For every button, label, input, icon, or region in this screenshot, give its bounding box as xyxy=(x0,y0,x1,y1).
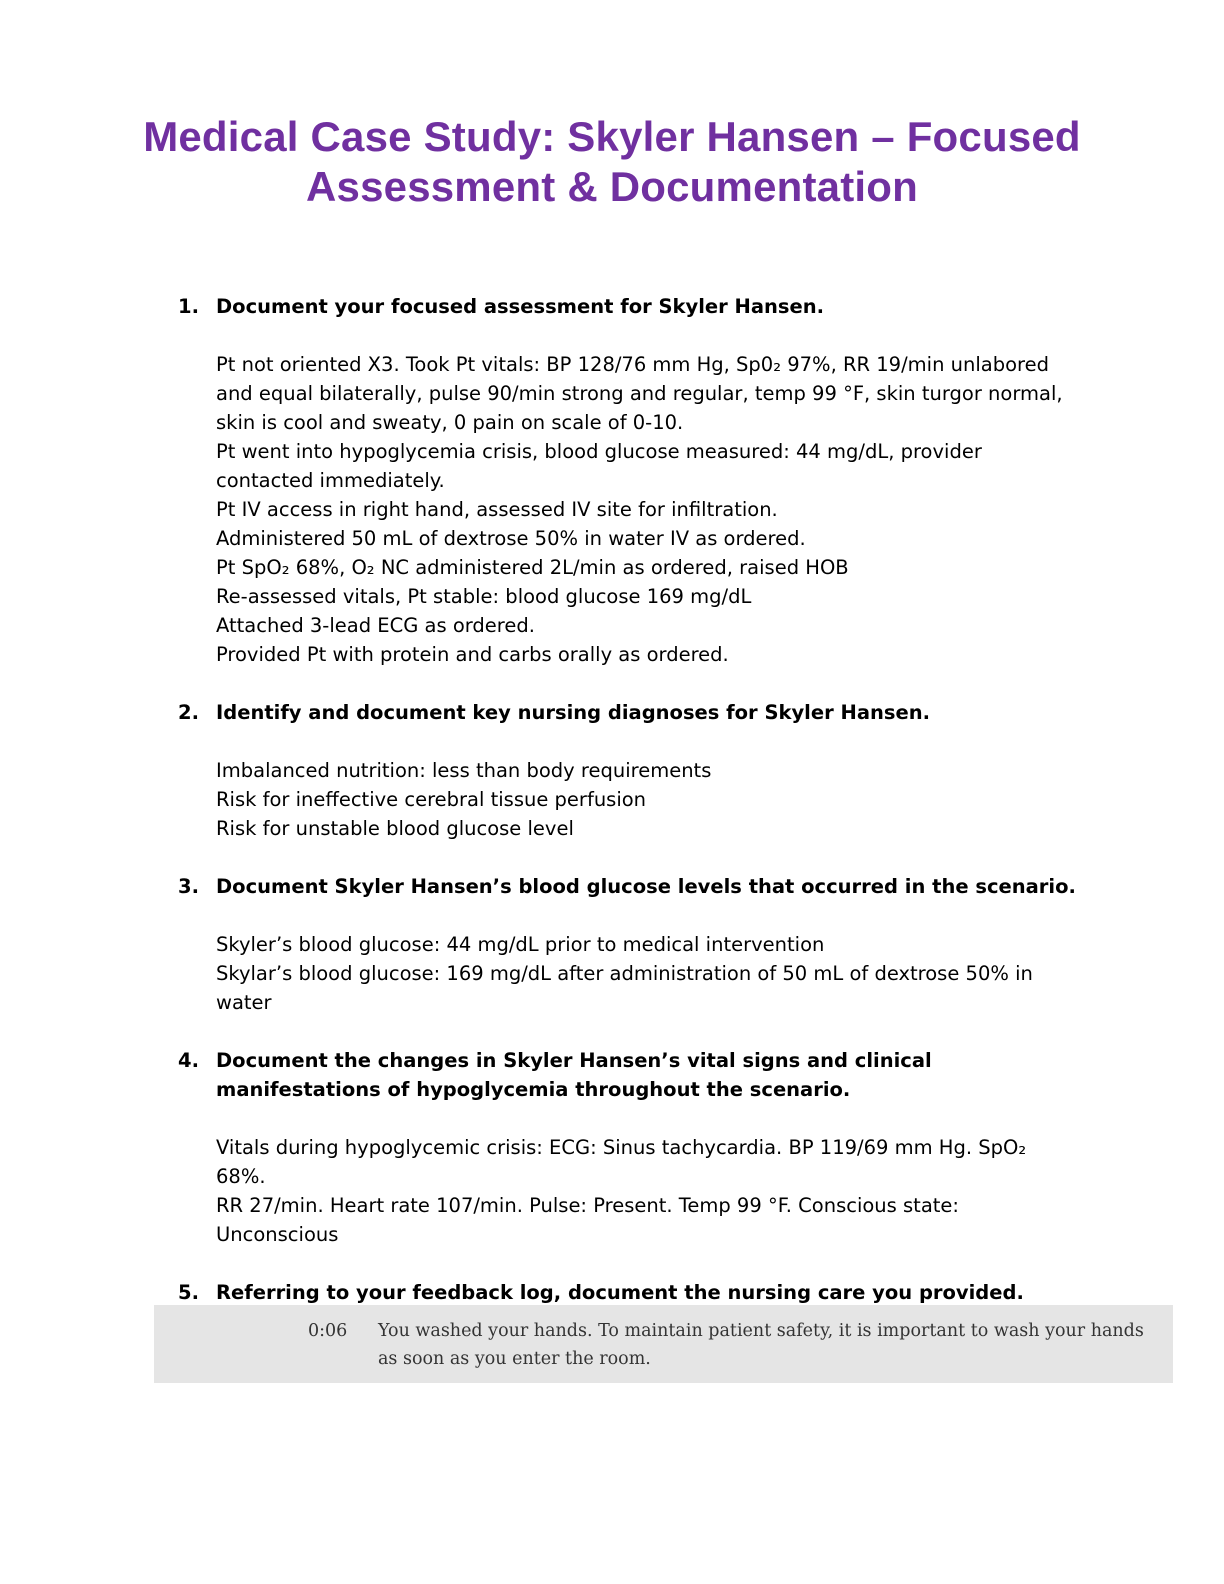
answer-line: Pt IV access in right hand, assessed IV site for infiltration. xyxy=(216,498,778,521)
question-4 xyxy=(178,1046,1078,1104)
answer-line: Attached 3-lead ECG as ordered. xyxy=(216,614,535,637)
document-title xyxy=(0,112,1224,212)
question-text: Referring to your feedback log, document the nursing care you provided. xyxy=(216,1281,1024,1304)
answer-line: Re-assessed vitals, Pt stable: blood glucose 169 mg/dL xyxy=(216,585,752,608)
answer-line: contacted immediately. xyxy=(216,469,445,492)
feedback-log-entry xyxy=(154,1305,1173,1383)
answer-line: Administered 50 mL of dextrose 50% in water IV as ordered. xyxy=(216,527,806,550)
question-3 xyxy=(178,872,1078,901)
question-number: 4. xyxy=(178,1049,199,1072)
answer-line: Skyler’s blood glucose: 44 mg/dL prior to medical intervention xyxy=(216,933,825,956)
question-number: 2. xyxy=(178,701,199,724)
questions-list xyxy=(178,292,1078,1307)
question-number: 5. xyxy=(178,1281,199,1304)
question-2 xyxy=(178,698,1078,727)
answer-line: RR 27/min. Heart rate 107/min. Pulse: Present. Temp 99 °F. Conscious state: xyxy=(216,1194,959,1217)
question-1 xyxy=(178,292,1078,321)
answer-1 xyxy=(216,350,1078,669)
question-number: 3. xyxy=(178,875,199,898)
answer-line: Risk for unstable blood glucose level xyxy=(216,817,574,840)
answer-line: Skylar’s blood glucose: 169 mg/dL after administration of 50 mL of dextrose 50% in xyxy=(216,962,1033,985)
answer-4 xyxy=(216,1133,1078,1249)
answer-3 xyxy=(216,930,1078,1017)
question-text: Document the changes in Skyler Hansen’s vital signs and clinical manifestations of hypoglycemia throughout the scenario. xyxy=(216,1049,932,1101)
answer-line: water xyxy=(216,991,272,1014)
question-5 xyxy=(178,1278,1078,1307)
answer-line: Provided Pt with protein and carbs orally as ordered. xyxy=(216,643,729,666)
question-text: Document Skyler Hansen’s blood glucose levels that occurred in the scenario. xyxy=(216,875,1076,898)
answer-line: Unconscious xyxy=(216,1223,339,1246)
answer-line: and equal bilaterally, pulse 90/min strong and regular, temp 99 °F, skin turgor normal, xyxy=(216,382,1063,405)
question-text: Document your focused assessment for Skyler Hansen. xyxy=(216,295,825,318)
answer-2 xyxy=(216,756,1078,843)
log-message: You washed your hands. To maintain patient safety, it is important to wash your hands as soon as you enter the room. xyxy=(378,1321,1144,1369)
question-text: Identify and document key nursing diagnoses for Skyler Hansen. xyxy=(216,701,930,724)
answer-line: Risk for ineffective cerebral tissue perfusion xyxy=(216,788,647,811)
answer-line: Vitals during hypoglycemic crisis: ECG: Sinus tachycardia. BP 119/69 mm Hg. SpO₂ 68%. xyxy=(216,1136,1027,1188)
answer-line: Imbalanced nutrition: less than body requirements xyxy=(216,759,712,782)
answer-line: Pt not oriented X3. Took Pt vitals: BP 128/76 mm Hg, Sp0₂ 97%, RR 19/min unlabored xyxy=(216,353,1049,376)
answer-line: Pt went into hypoglycemia crisis, blood glucose measured: 44 mg/dL, provider xyxy=(216,440,982,463)
answer-line: Pt SpO₂ 68%, O₂ NC administered 2L/min as ordered, raised HOB xyxy=(216,556,849,579)
log-timestamp: 0:06 xyxy=(308,1321,348,1341)
question-number: 1. xyxy=(178,295,199,318)
title-line-2: Assessment & Documentation xyxy=(305,163,918,210)
answer-line: skin is cool and sweaty, 0 pain on scale of 0-10. xyxy=(216,411,684,434)
title-line-1: Medical Case Study: Skyler Hansen – Focused xyxy=(143,113,1081,160)
